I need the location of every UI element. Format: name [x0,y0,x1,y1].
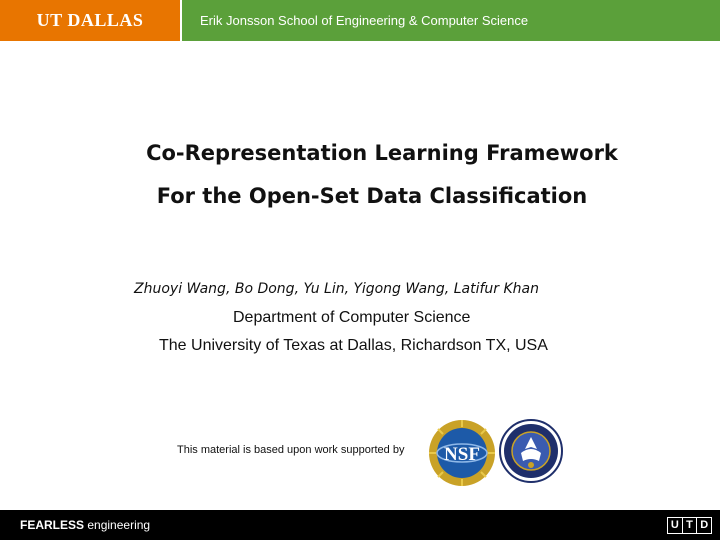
utd-mark-letter: T [683,518,698,533]
footer-tagline-rest: engineering [87,518,151,532]
slide-title-line1: Co-Representation Learning Framework [146,141,618,165]
afosr-seal-icon [499,419,563,483]
university: The University of Texas at Dallas, Richardson TX, USA [159,337,548,354]
utd-mark-letter: U [668,518,683,533]
header-bar [0,0,720,41]
authors: Zhuoyi Wang, Bo Dong, Yu Lin, Yigong Wang, Latifur Khan [134,281,539,297]
department: Department of Computer Science [233,309,471,326]
school-name: Erik Jonsson School of Engineering & Computer Science [200,13,529,28]
brand-name: UT DALLAS [36,10,144,30]
utd-mark-logo [667,517,712,534]
footer-tagline-bold: FEARLESS [20,518,85,532]
footer-bar [0,510,720,540]
footer-tagline [20,510,150,540]
slide-title-line2: For the Open-Set Data Classification [156,184,588,208]
nsf-logo-icon [428,419,496,487]
utd-mark-letter: D [700,519,709,531]
svg-text:NSF: NSF [444,444,480,465]
support-note: This material is based upon work supported by [177,444,405,456]
